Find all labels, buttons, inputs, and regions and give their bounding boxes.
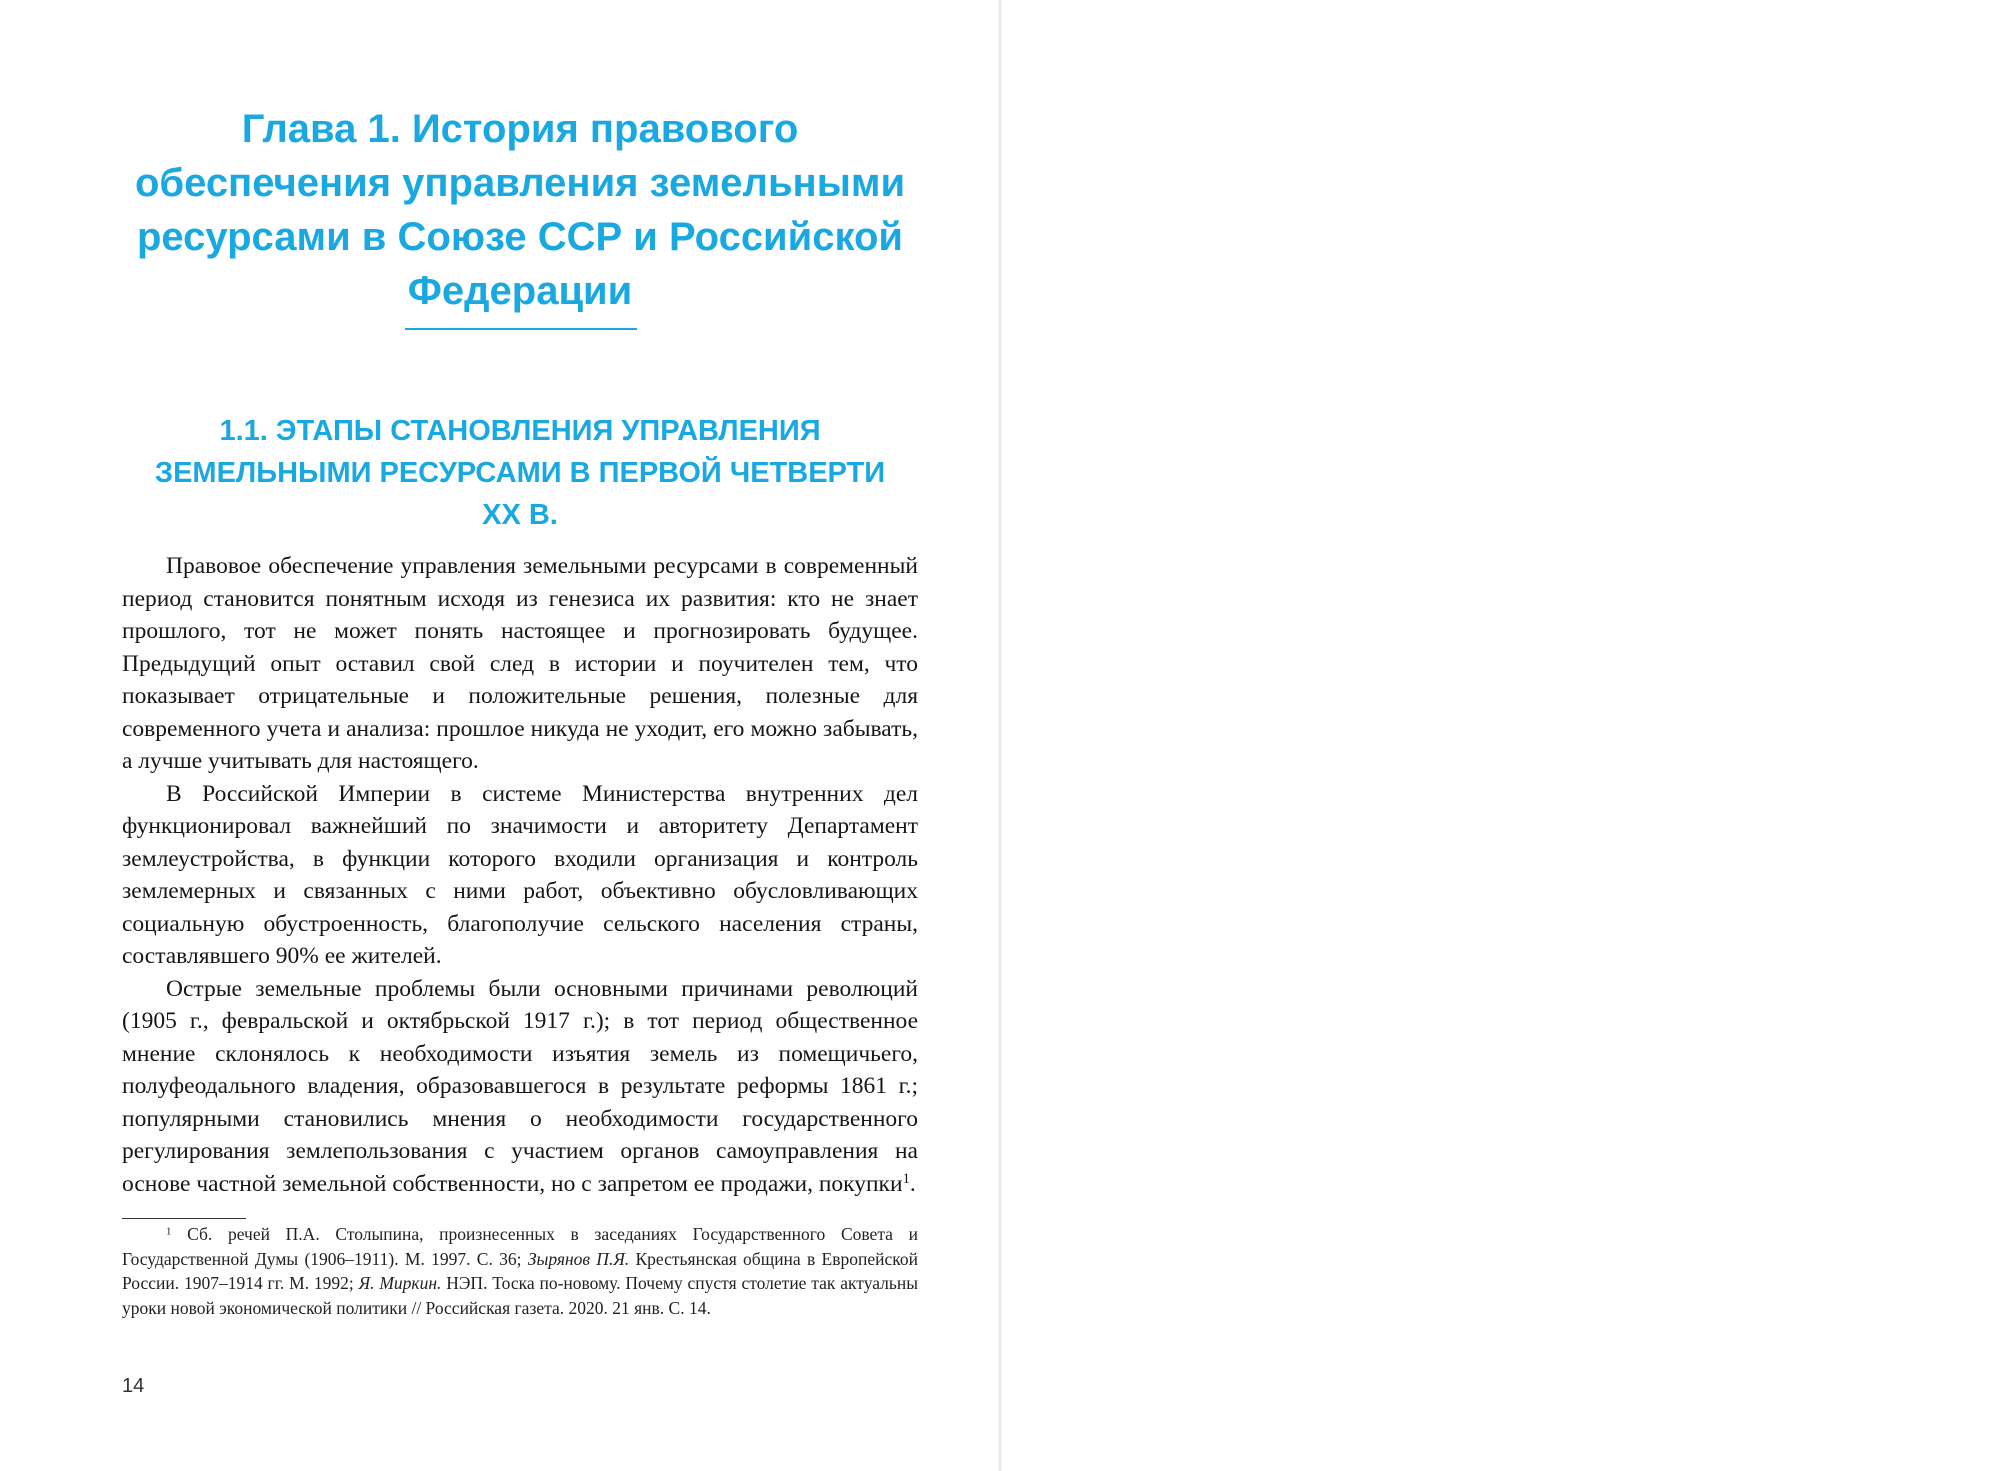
right-page <box>1000 0 2000 1471</box>
paragraph: Острые земельные проблемы были основными причинами революций (1905 г., февральской и октябрьской 1917 г.); в тот период общественное мнение склонялось к необходимости изъятия земель из помещичьего, полуфеодального владения, образовавшегося в результате реформы 1861 г.; популярными становились мнения о необходимости государственного регулирования землепользования с участием органов самоуправления на основе частной земельной собственности, но с запретом ее продажи, покупки$^1$. <box>122 975 918 1197</box>
paragraph-text: Острые земельные проблемы были основными причинами революций (1905 г., февральской и октябрьской 1917 г.); в тот период общественное мнение склонялось к необходимости изъятия земель из помещичьего, полуфеодального владения, образовавшегося в результате реформы 1861 г.; популярными становились мнения о необходимости государственного регулирования землепользования с участием органов самоуправления на основе частной земельной собственности, но с запретом ее продажи, покупки <box>122 975 918 1197</box>
footnote: $^1$ Сб. речей П.А. Столыпина, произнесенных в заседаниях Государственного Совета и Государственной Думы (1906–1911). М. 1997. С. 36; Зырянов П.Я. Крестьянская община в Европейской России. 1907–1914 гг. М. 1992; Я. Миркин. НЭП. Тоска по-новому. Почему спустя столетие так актуальны уроки новой экономической политики // Российская газета. 2020. 21 янв. С. 14. <box>122 1224 918 1318</box>
footnotes-left <box>122 1222 918 1322</box>
left-body-text <box>122 550 918 1200</box>
page-number: 14 <box>122 1375 145 1397</box>
footnote-separator <box>122 1218 246 1219</box>
chapter-title: Глава 1. История правового обеспечения управления земельными ресурсами в Союзе ССР и Российской Федерации <box>134 107 906 313</box>
footnote-ref: 1 <box>902 1170 910 1187</box>
paragraph: В Российской Империи в системе Министерства внутренних дел функционировал важнейший по значимости и авторитету Департамент землеустройства, в функции которого входили организация и контроль землемерных и связанных с ними работ, объективно обусловливающих социальную обустроенность, благополучие сельского населения страны, составлявшего 90% ее жителей. <box>122 780 918 969</box>
footnote-mark: 1 <box>166 1225 172 1238</box>
paragraph: Правовое обеспечение управления земельными ресурсами в современный период становится понятным исходя из генезиса их развития: кто не знает прошлого, тот не может понять настоящее и прогнозировать будущее. Предыдущий опыт оставил свой след в истории и поучителен тем, что показывает отрицательные и положительные решения, полезные для современного учета и анализа: прошлое никуда не уходит, его можно забывать, а лучше учитывать для настоящего. <box>122 553 918 774</box>
footnote-author: Зырянов П.Я. <box>527 1248 630 1269</box>
footnote-author: Я. Миркин. <box>358 1273 442 1293</box>
title-underline <box>405 328 637 330</box>
section-title: 1.1. ЭТАПЫ СТАНОВЛЕНИЯ УПРАВЛЕНИЯ ЗЕМЕЛЬНЫМИ РЕСУРСАМИ В ПЕРВОЙ ЧЕТВЕРТИ XX В. <box>154 415 886 531</box>
